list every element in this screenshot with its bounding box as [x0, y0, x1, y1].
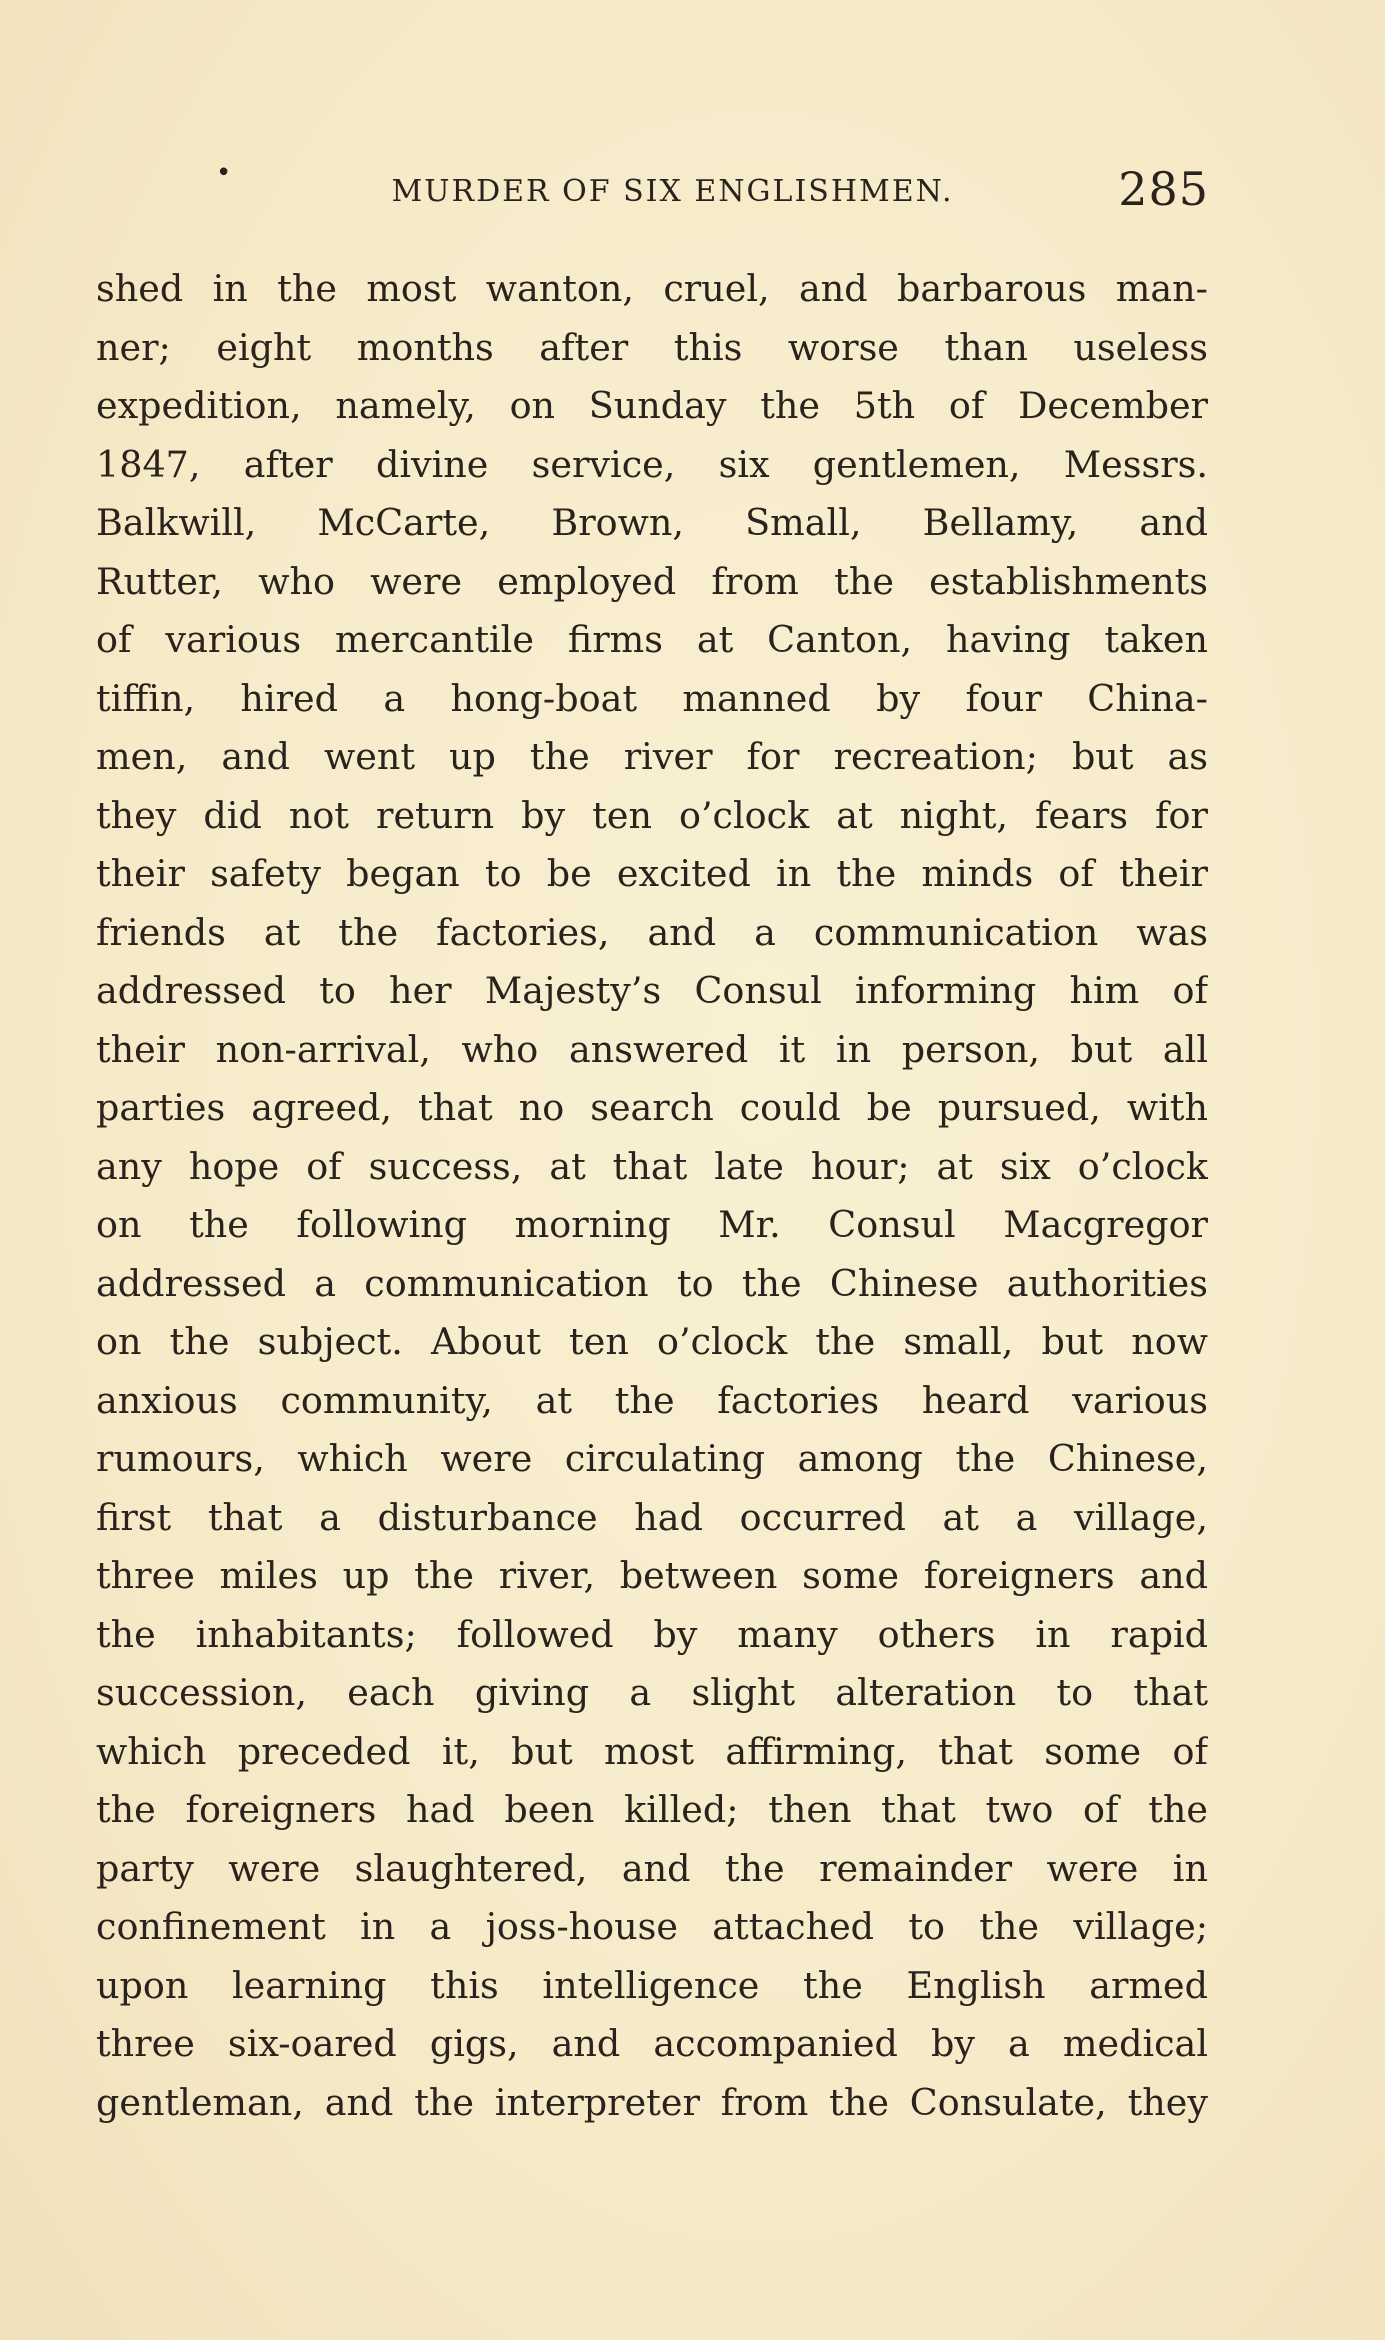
text-line: first that a disturbance had occurred at a village,: [96, 1495, 1208, 1539]
text-line: three miles up the river, between some foreigners and: [96, 1554, 1208, 1597]
text-line: Balkwill, McCarte, Brown, Small, Bellamy, and: [96, 501, 1208, 544]
text-line: their non-arrival, who answered it in person, but all: [96, 1027, 1208, 1071]
page-number: 285: [1118, 162, 1209, 216]
text-line: friends at the factories, and a communication was: [96, 910, 1208, 954]
text-line: party were slaughtered, and the remainder were in: [96, 1846, 1208, 1890]
text-line: three six-oared gigs, and accompanied by a medical: [96, 2022, 1208, 2065]
text-line: parties agreed, that no search could be pursued, with: [96, 1086, 1208, 1129]
text-line: the inhabitants; followed by many others in rapid: [96, 1612, 1208, 1656]
text-line: succession, each giving a slight alteration to that: [96, 1671, 1208, 1714]
text-line: confinement in a joss-house attached to the village;: [96, 1905, 1208, 1948]
text-line: their safety began to be excited in the minds of their: [96, 852, 1208, 895]
text-line: of various mercantile firms at Canton, having taken: [96, 618, 1208, 661]
text-line: they did not return by ten o’clock at night, fears for: [96, 793, 1208, 837]
text-line: addressed to her Majesty’s Consul informing him of: [96, 969, 1208, 1012]
text-line: rumours, which were circulating among the Chinese,: [96, 1437, 1208, 1480]
running-title: MURDER OF SIX ENGLISHMEN.: [391, 174, 954, 209]
text-line: shed in the most wanton, cruel, and barbarous man-: [96, 267, 1208, 310]
text-line: Rutter, who were employed from the establishments: [96, 559, 1208, 603]
page-header: [96, 160, 1209, 220]
text-line: tiffin, hired a hong-boat manned by four China-: [96, 676, 1208, 720]
text-line: on the following morning Mr. Consul Macgregor: [96, 1203, 1208, 1246]
text-line: any hope of success, at that late hour; at six o’clock: [96, 1144, 1208, 1188]
text-line: gentleman, and the interpreter from the Consulate, they: [96, 2080, 1208, 2124]
header-mark: •: [216, 158, 232, 188]
text-line: ner; eight months after this worse than useless: [96, 325, 1208, 369]
text-line: 1847, after divine service, six gentlemen, Messrs.: [96, 442, 1208, 486]
text-line: upon learning this intelligence the English armed: [96, 1963, 1208, 2007]
text-line: anxious community, at the factories heard various: [96, 1378, 1208, 1422]
text-line: men, and went up the river for recreation; but as: [96, 735, 1208, 778]
text-line: which preceded it, but most affirming, that some of: [96, 1729, 1208, 1773]
text-line: expedition, namely, on Sunday the 5th of December: [96, 384, 1208, 427]
text-line: on the subject. About ten o’clock the small, but now: [96, 1320, 1208, 1363]
text-line: the foreigners had been killed; then that two of the: [96, 1788, 1208, 1831]
text-line: addressed a communication to the Chinese authorities: [96, 1261, 1208, 1305]
body-text: [96, 260, 1208, 2132]
